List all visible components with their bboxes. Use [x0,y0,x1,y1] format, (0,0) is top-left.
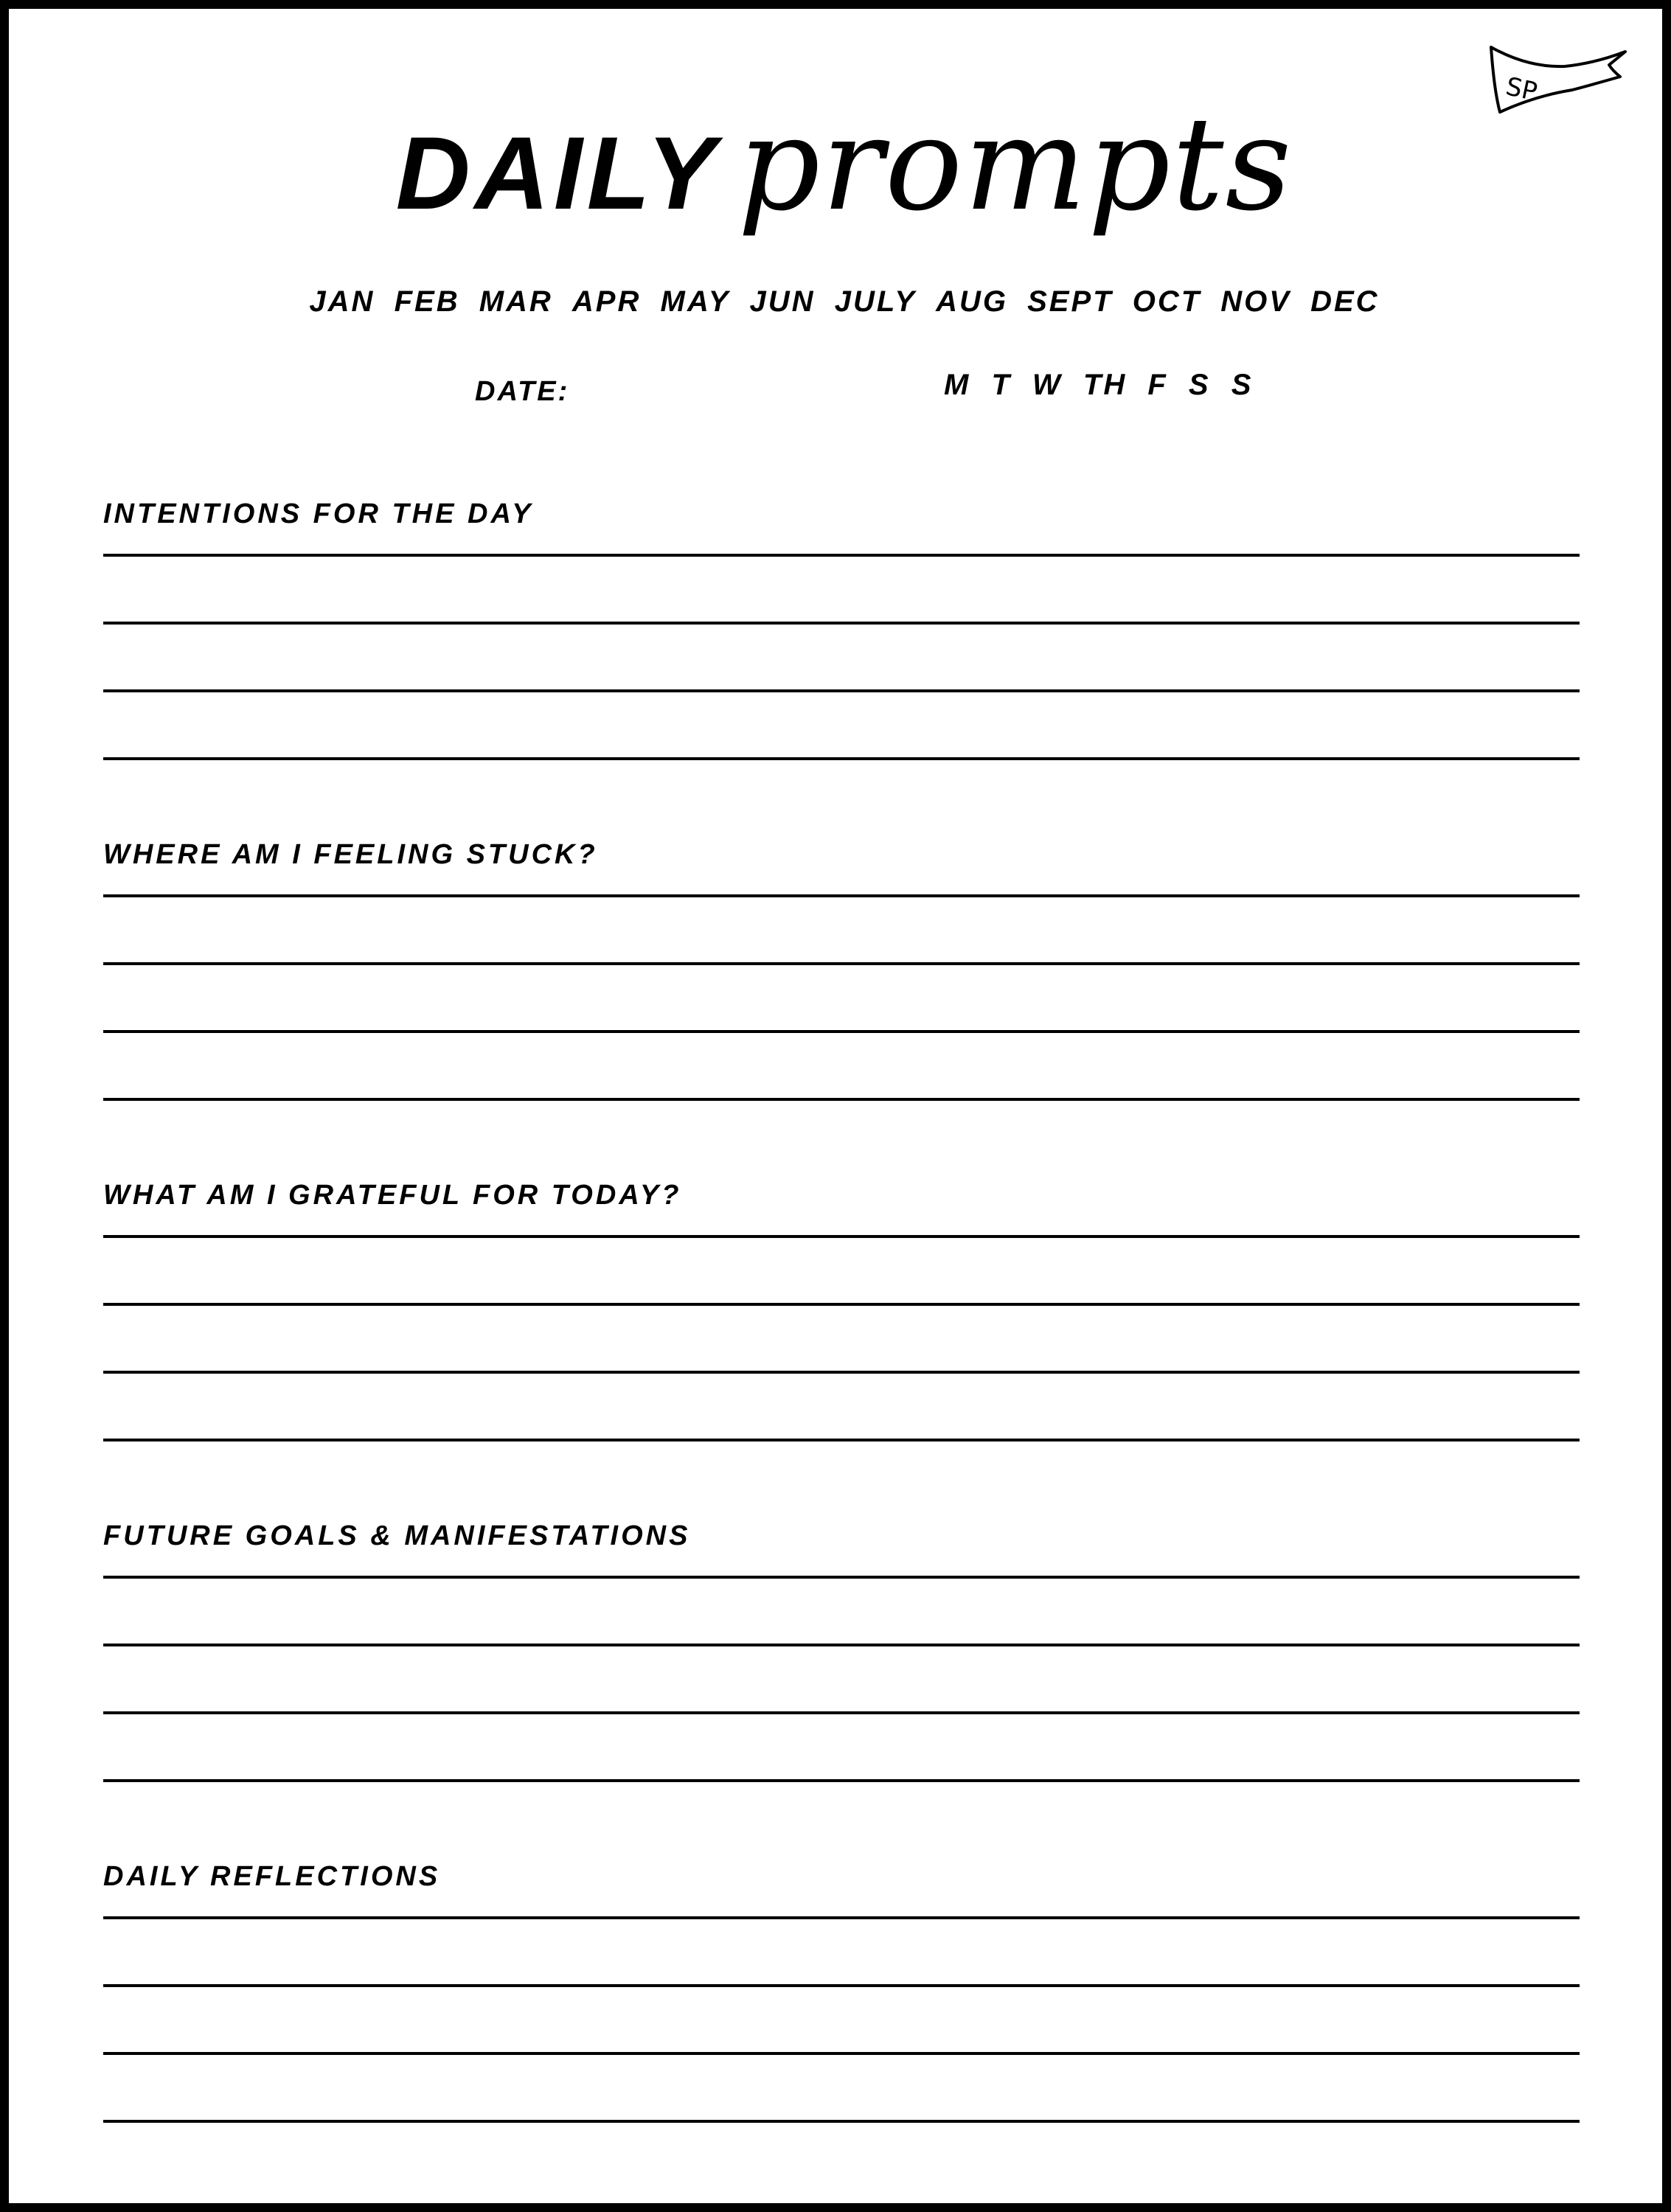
logo-letters: SP [1503,72,1540,108]
month-option[interactable]: NOV [1220,285,1291,318]
writing-line[interactable] [103,1306,1580,1374]
weekday-selector [944,369,1263,402]
weekday-option[interactable]: M [944,369,971,401]
writing-line[interactable] [103,1714,1580,1782]
writing-line[interactable] [103,965,1580,1033]
month-option[interactable]: FEB [394,285,460,318]
weekday-option[interactable]: TH [1083,369,1128,401]
section-grateful [103,1173,1580,1441]
section-heading: DAILY REFLECTIONS [103,1861,441,1892]
month-option[interactable]: JUN [749,285,816,318]
month-selector [9,285,1671,319]
section-feeling-stuck [103,832,1580,1101]
writing-line[interactable] [103,1899,1580,1919]
month-option[interactable]: SEPT [1027,285,1114,318]
writing-line[interactable] [103,1238,1580,1306]
writing-line[interactable] [103,1033,1580,1101]
weekday-option[interactable]: F [1147,369,1168,401]
section-heading: INTENTIONS FOR THE DAY [103,498,534,529]
weekday-option[interactable]: S [1188,369,1211,401]
section-intentions [103,492,1580,760]
weekday-option[interactable]: T [991,369,1012,401]
title-word-daily: DAILY [395,115,720,231]
writing-line[interactable] [103,2055,1580,2123]
weekday-option[interactable]: S [1231,369,1254,401]
writing-line[interactable] [103,1919,1580,1987]
title-word-prompts: prompts [737,90,1293,240]
writing-line[interactable] [103,1579,1580,1646]
writing-line[interactable] [103,1374,1580,1441]
page-title [9,90,1671,240]
section-heading: FUTURE GOALS & MANIFESTATIONS [103,1520,691,1551]
writing-line[interactable] [103,1646,1580,1714]
writing-line[interactable] [103,1558,1580,1579]
section-heading: WHERE AM I FEELING STUCK? [103,839,598,870]
weekday-option[interactable]: W [1032,369,1063,401]
month-option[interactable]: MAR [479,285,553,318]
date-label: DATE: [475,376,570,407]
section-daily-reflections [103,1854,1580,2123]
writing-line[interactable] [103,557,1580,625]
month-option[interactable]: JAN [309,285,375,318]
month-option[interactable]: JULY [834,285,917,318]
writing-line[interactable] [103,877,1580,897]
writing-line[interactable] [103,536,1580,557]
section-heading: WHAT AM I GRATEFUL FOR TODAY? [103,1180,682,1211]
writing-line[interactable] [103,1987,1580,2055]
month-option[interactable]: AUG [936,285,1008,318]
month-option[interactable]: OCT [1132,285,1202,318]
month-option[interactable]: APR [572,285,642,318]
writing-line[interactable] [103,692,1580,760]
writing-line[interactable] [103,1217,1580,1238]
month-option[interactable]: DEC [1310,285,1380,318]
month-option[interactable]: MAY [660,285,731,318]
writing-line[interactable] [103,625,1580,692]
section-future-goals [103,1514,1580,1782]
writing-line[interactable] [103,897,1580,965]
